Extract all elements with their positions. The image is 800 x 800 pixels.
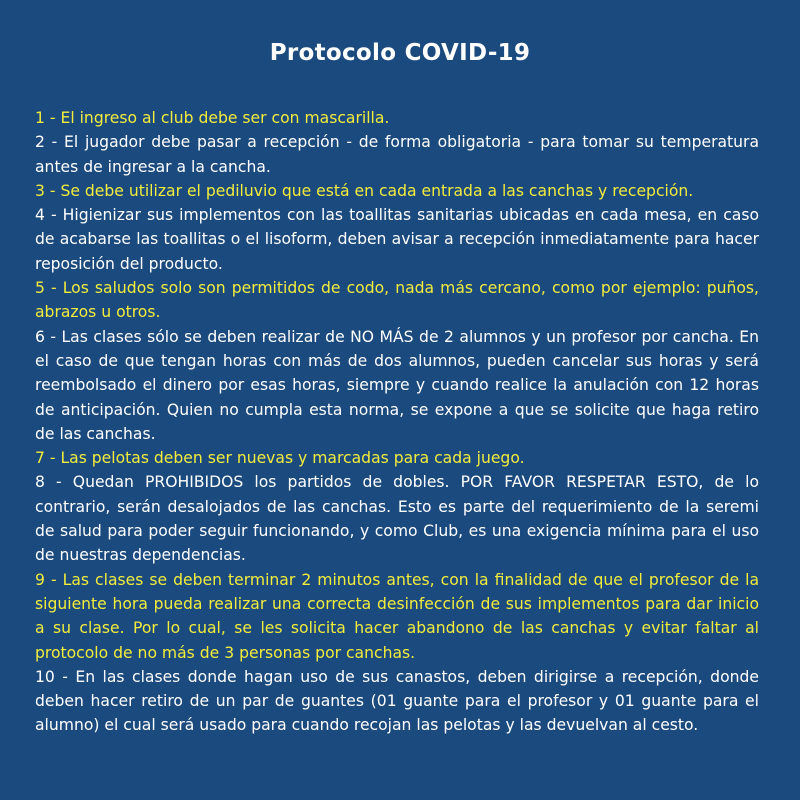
page-title: Protocolo COVID-19	[269, 40, 531, 66]
rules-list	[35, 106, 759, 738]
rule-item: 5 - Los saludos solo son permitidos de codo, nada más cercano, como por ejemplo: puños, abrazos u otros.	[35, 279, 759, 322]
rule-item: 7 - Las pelotas deben ser nuevas y marcadas para cada juego.	[35, 449, 525, 468]
rule-item: 10 - En las clases donde hagan uso de sus canastos, deben dirigirse a recepción, donde deben hacer retiro de un par de guantes (01 guante para el profesor y 01 guante para el alumno) el cual será usado para cuando recojan las pelotas y las devuelvan al cesto.	[35, 667, 759, 735]
rule-item: 4 - Higienizar sus implementos con las toallitas sanitarias ubicadas en cada mesa, en caso de acabarse las toallitas o el lisoform, deben avisar a recepción inmediatamente para hacer reposición del producto.	[35, 206, 759, 273]
rule-item: 6 - Las clases sólo se deben realizar de NO MÁS de 2 alumnos y un profesor por cancha. En el caso de que tengan horas con más de dos alumnos, pueden cancelar sus horas y será reembolsado el dinero por esas horas, siempre y cuando realice la anulación con 12 horas de anticipación. Quien no cumpla esta norma, se expone a que se solicite que haga retiro de las canchas.	[35, 327, 759, 443]
rule-item: 9 - Las clases se deben terminar 2 minutos antes, con la finalidad de que el profesor de la siguiente hora pueda realizar una correcta desinfección de sus implementos para dar inicio a su clase. Por lo cual, se les solicita hacer abandono de las canchas y evitar faltar al protocolo de no más de 3 personas por canchas.	[35, 570, 759, 662]
rule-item: 3 - Se debe utilizar el pediluvio que está en cada entrada a las canchas y recepción.	[35, 181, 694, 200]
rule-item: 1 - El ingreso al club debe ser con mascarilla.	[35, 109, 390, 127]
rule-item: 8 - Quedan PROHIBIDOS los partidos de dobles. POR FAVOR RESPETAR ESTO, de lo contrario, serán desalojados de las canchas. Esto es parte del requerimiento de la seremi de salud para poder seguir funcionando, y como Club, es una exigencia mínima para el uso de nuestras dependencias.	[35, 473, 759, 565]
rule-item: 2 - El jugador debe pasar a recepción - de forma obligatoria - para tomar su temperatura antes de ingresar a la cancha.	[35, 133, 759, 176]
